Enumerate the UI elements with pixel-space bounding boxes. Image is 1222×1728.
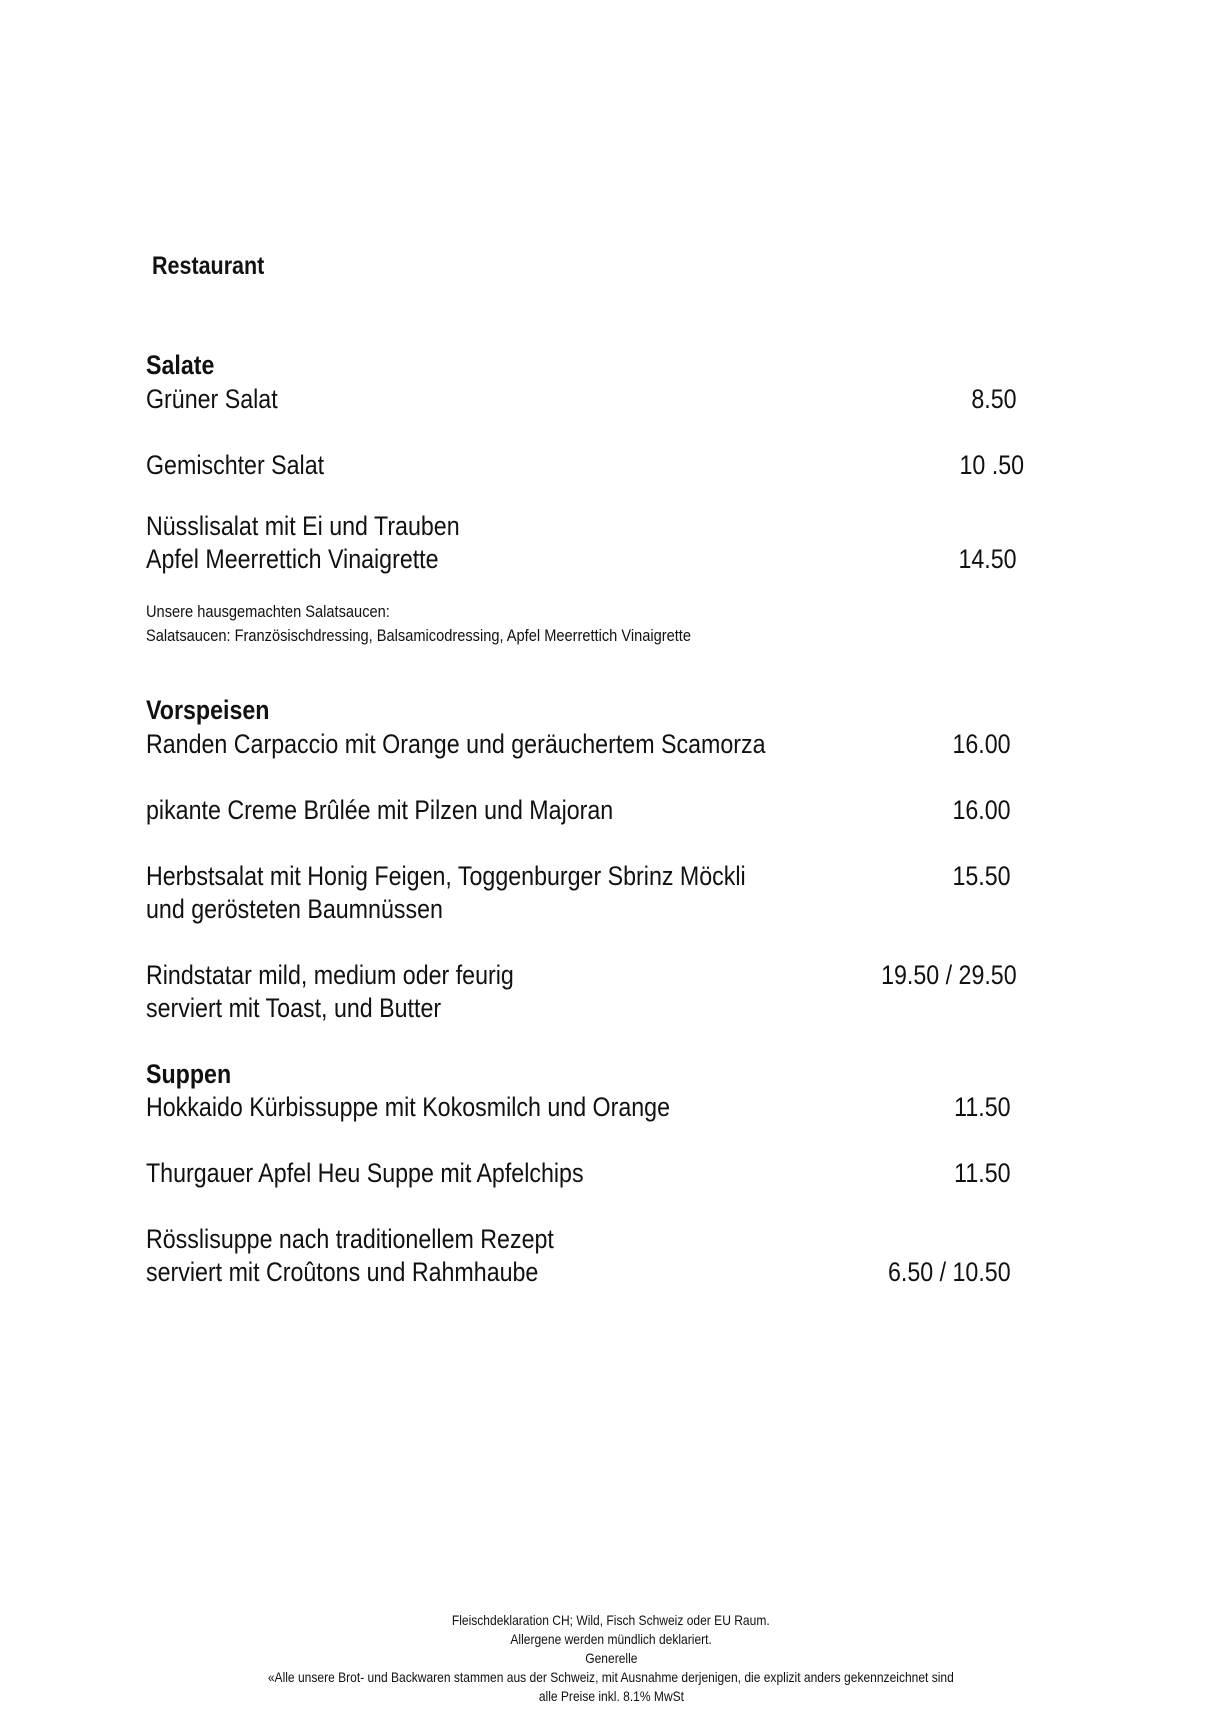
menu-item-price: 14.50: [958, 544, 1017, 574]
menu-item-price: 15.50: [952, 861, 1011, 891]
section-heading-salate: Salate: [146, 350, 215, 380]
menu-item-name: Thurgauer Apfel Heu Suppe mit Apfelchips: [146, 1158, 584, 1188]
menu-item-price: 11.50: [954, 1092, 1011, 1122]
menu-item-price: 16.00: [952, 795, 1011, 825]
menu-item-description: Apfel Meerrettich Vinaigrette: [146, 544, 439, 574]
menu-item-price: 16.00: [952, 729, 1011, 759]
footer-line: [0, 1669, 1222, 1685]
menu-item-price: 19.50 / 29.50: [881, 960, 1017, 990]
salad-dressing-note: Salatsaucen: Französischdressing, Balsamicodressing, Apfel Meerrettich Vinaigrette: [146, 626, 692, 645]
menu-item-price: 10 .50: [959, 450, 1024, 480]
footer-text: Allergene werden mündlich deklariert.: [510, 1631, 712, 1647]
footer-text: Fleischdeklaration CH; Wild, Fisch Schweiz oder EU Raum.: [452, 1612, 770, 1628]
footer-line: [0, 1631, 1222, 1647]
menu-item-price: 6.50 / 10.50: [888, 1257, 1011, 1287]
footer-text: «Alle unsere Brot- und Backwaren stammen aus der Schweiz, mit Ausnahme derjenigen, die explizit anders gekennzeichnet sind: [267, 1669, 954, 1685]
menu-item-description: serviert mit Croûtons und Rahmhaube: [146, 1257, 539, 1287]
section-heading-suppen: Suppen: [146, 1059, 232, 1089]
menu-item-name: Herbstsalat mit Honig Feigen, Toggenburger Sbrinz Möckli: [146, 861, 746, 891]
footer-line: [0, 1612, 1222, 1628]
salad-dressing-note: Unsere hausgemachten Salatsaucen:: [146, 602, 390, 621]
menu-item-name: Rösslisuppe nach traditionellem Rezept: [146, 1224, 554, 1254]
footer-text: Generelle: [584, 1650, 638, 1666]
footer-line: [0, 1688, 1222, 1704]
menu-item-name: Gemischter Salat: [146, 450, 325, 480]
menu-item-name: Grüner Salat: [146, 384, 278, 414]
menu-item-price: 11.50: [954, 1158, 1011, 1188]
menu-item-description: serviert mit Toast, und Butter: [146, 993, 442, 1023]
footer-line: [0, 1650, 1222, 1666]
footer-text: alle Preise inkl. 8.1% MwSt: [538, 1688, 684, 1704]
section-heading-vorspeisen: Vorspeisen: [146, 695, 270, 725]
menu-item-price: 8.50: [971, 384, 1017, 414]
menu-item-name: pikante Creme Brûlée mit Pilzen und Majoran: [146, 795, 614, 825]
menu-item-name: Hokkaido Kürbissuppe mit Kokosmilch und Orange: [146, 1092, 671, 1122]
menu-item-name: Rindstatar mild, medium oder feurig: [146, 960, 514, 990]
menu-item-description: und gerösteten Baumnüssen: [146, 894, 443, 924]
page-title: Restaurant: [152, 252, 265, 280]
menu-item-name: Nüsslisalat mit Ei und Trauben: [146, 511, 460, 541]
menu-item-name: Randen Carpaccio mit Orange und geräuchertem Scamorza: [146, 729, 766, 759]
